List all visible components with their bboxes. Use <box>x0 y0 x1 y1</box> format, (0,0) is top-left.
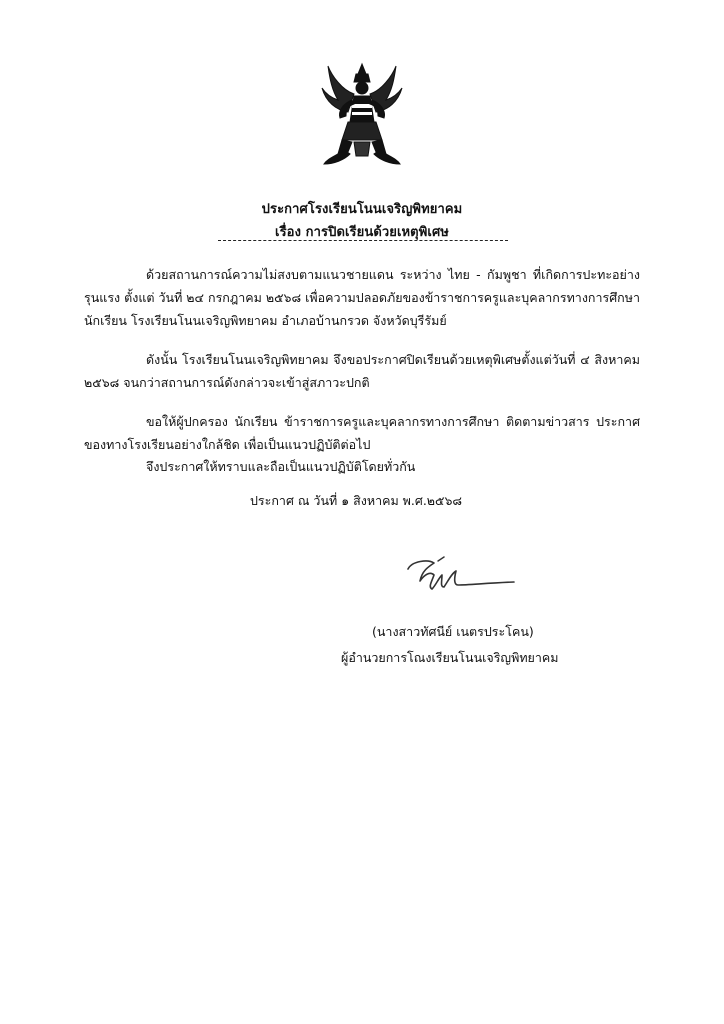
announcement-date: ประกาศ ณ วันที่ ๑ สิงหาคม พ.ศ.๒๕๖๘ <box>250 493 463 508</box>
paragraph-text: ด้วยสถานการณ์ความไม่สงบตามแนวชายแดน ระหว่าง ไทย - กัมพูชา ที่เกิดการปะทะอย่างรุนแรง ตั้งแต่ วันที่ ๒๔ กรกฎาคม ๒๕๖๘ เพื่อความปลอดภัยของข้าราชการครูและบุคลากรทางการศึกษา นักเรียน โรงเรียนโนนเจริญพิทยาคม อำเภอบ้านกรวด จังหวัดบุรีรัมย์ <box>84 267 640 328</box>
body-paragraph-2 <box>84 348 640 394</box>
title-separator <box>218 240 508 241</box>
paragraph-text: ขอให้ผู้ปกครอง นักเรียน ข้าราชการครูและบุคลากรทางการศึกษา ติดตามข่าวสาร ประกาศของทางโรงเรียนอย่างใกล้ชิด เพื่อเป็นแนวปฏิบัติต่อไป <box>84 414 640 452</box>
body-paragraph-3 <box>84 410 640 456</box>
paragraph-text: ดังนั้น โรงเรียนโนนเจริญพิทยาคม จึงขอประกาศปิดเรียนด้วยเหตุพิเศษตั้งแต่วันที่ ๔ สิงหาคม ๒๕๖๘ จนกว่าสถานการณ์ดังกล่าวจะเข้าสู่สภาวะปกติ <box>84 352 640 390</box>
signatory-name: (นางสาวทัศนีย์ เนตรประโคน) <box>372 624 534 639</box>
body-paragraph-4 <box>84 455 640 478</box>
garuda-emblem-icon <box>318 60 406 172</box>
paragraph-text: จึงประกาศให้ทราบและถือเป็นแนวปฏิบัติโดยทั่วกัน <box>146 459 416 474</box>
handwritten-signature-icon <box>398 551 516 597</box>
announcement-subject: เรื่อง การปิดเรียนด้วยเหตุพิเศษ <box>275 225 449 240</box>
signatory-position: ผู้อำนวยการโณงเรียนโนนเจริญพิทยาคม <box>341 650 559 665</box>
body-paragraph-1 <box>84 263 640 332</box>
announcement-title: ประกาศโรงเรียนโนนเจริญพิทยาคม <box>261 202 463 217</box>
